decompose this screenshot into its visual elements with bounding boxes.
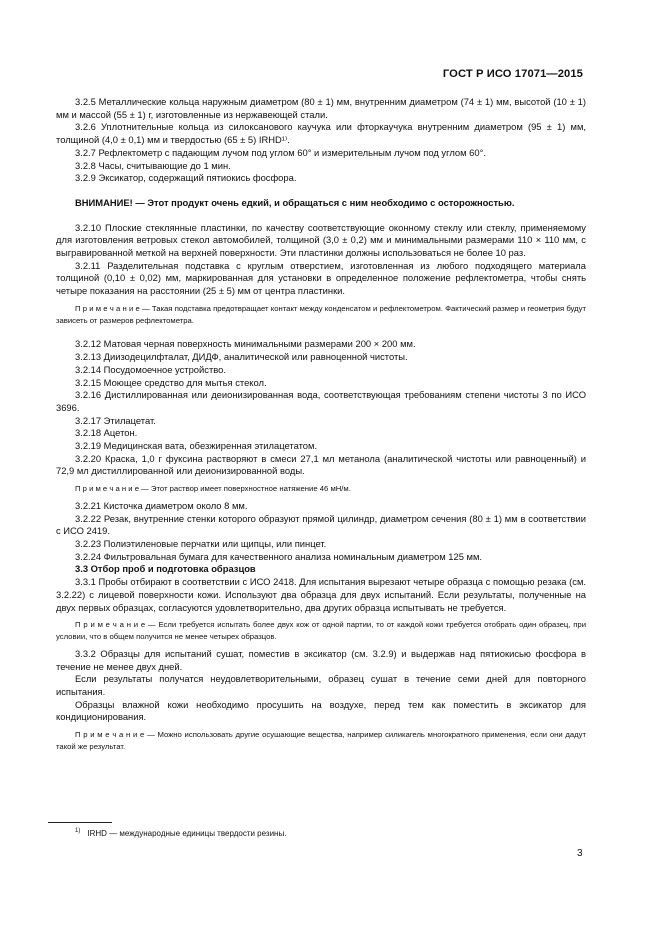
paragraph: 3.2.17 Этилацетат. [75,414,156,426]
paragraph: 3.2.10 Плоские стеклянные пластинки, по качеству соответствующие оконному стеклу или стеклу, применяемому для изготовления ветровых стекол автомобилей, толщиной (3,0 ± 0,2) мм и минимальными размерами 110 × 110 мм, с выгравированной меткой на верхней поверхности. Эти пластинки должны использоваться не более 10 раз. [56,221,586,259]
paragraph: 3.2.6 Уплотнительные кольца из силоксанового каучука или фторкаучука внутренним диаметром (95 ± 1) мм, толщиной (4,0 ± 0,1) мм и твердостью (65 ± 5) IRHD¹⁾. [56,121,586,146]
paragraph: 3.2.15 Моющее средство для мытья стекол. [75,376,267,388]
note-paragraph: П р и м е ч а н и е — Этот раствор имеет поверхностное натяжение 46 мН/м. [75,484,351,494]
paragraph: 3.2.20 Краска, 1,0 г фуксина растворяют в смеси 27,1 мл метанола (аналитической чистоты или равноценный) и 72,9 мл дистиллированной или деионизированной воды. [56,452,586,477]
paragraph: 3.2.14 Посудомоечное устройство. [75,363,226,375]
paragraph: 3.2.23 Полиэтиленовые перчатки или щипцы, или пинцет. [75,538,327,550]
paragraph: 3.2.19 Медицинская вата, обезжиренная этилацетатом. [75,440,318,452]
section-heading: 3.3 Отбор проб и подготовка образцов [75,563,256,575]
document-header: ГОСТ Р ИСО 17071—2015 [442,68,583,80]
footnote-divider [48,822,112,823]
paragraph: 3.2.5 Металлические кольца наружным диаметром (80 ± 1) мм, внутренним диаметром (74 ± 1) мм, высотой (10 ± 1) мм и массой (55 ± 1) г, изготовленные из нержавеющей стали. [56,96,586,120]
paragraph: Образцы влажной кожи необходимо просушить на воздухе, перед тем как поместить в эксикатор для кондиционирования. [56,698,586,723]
paragraph: 3.2.16 Дистиллированная или деионизированная вода, соответствующая требованиям степени чистоты 3 по ИСО 3696. [56,389,586,413]
paragraph: 3.2.9 Эксикатор, содержащий пятиокись фосфора. [75,172,297,184]
paragraph: Если результаты получатся неудовлетворительными, образец сушат в течение семи дней для повторного испытания. [56,673,586,697]
paragraph: 3.2.13 Диизодецилфталат, ДИДФ, аналитической или равноценной чистоты. [75,351,408,363]
paragraph: 3.3.1 Пробы отбирают в соответствии с ИСО 2418. Для испытания вырезают четыре образца с помощью резака (см. 3.2.22) с лицевой поверхности кожи. Используют два образца для двух испытаний. Если результаты, полученные на двух первых образцах, согласуются удовлетворительно, два других образца испытывать не требуется. [56,576,586,613]
note-paragraph: П р и м е ч а н и е — Можно использовать другие осушающие вещества, например силикагель многократного применения, если они дадут такой же результат. [56,730,586,751]
paragraph: 3.2.18 Ацетон. [75,427,138,439]
spacer [56,326,586,338]
document-body [56,96,586,753]
spacer [56,210,586,222]
footnote-marker: 1) [75,828,81,834]
spacer [56,185,586,197]
footnote-text: IRHD — международные единицы твердости резины. [87,829,287,838]
paragraph: 3.2.21 Кисточка диаметром около 8 мм. [75,499,248,511]
paragraph: 3.2.24 Фильтровальная бумага для качественного анализа номинальным диаметром 125 мм. [75,550,483,562]
warning-paragraph: ВНИМАНИЕ! — Этот продукт очень едкий, и обращаться с ним необходимо с осторожностью. [75,196,515,208]
page-number: 3 [577,848,583,859]
paragraph: 3.2.22 Резак, внутренние стенки которого образуют прямой цилиндр, диаметром сечения (80 ± 1) мм в соответствии с ИСО 2419. [56,512,586,537]
paragraph: 3.2.11 Разделительная подставка с круглым отверстием, изготовленная из любого подходящего материала толщиной (0,10 ± 0,02) мм, маркированная для установки в определенное положение рефлектометра, чтобы снять четыре показания на расстоянии (25 ± 5) мм от центра пластинки. [56,259,586,297]
note-paragraph: П р и м е ч а н и е — Такая подставка предотвращает контакт между конденсатом и рефлектометром. Фактический размер и геометрия будут зависеть от размеров рефлектометра. [56,303,586,325]
footnote [75,828,286,838]
paragraph: 3.2.8 Часы, считывающие до 1 мин. [75,159,231,171]
note-paragraph: П р и м е ч а н и е — Если требуется испытать более двух кож от одной партии, то от каждой кожи требуется отобрать один образец, при условии, что в общем получится не менее четырех образцов. [56,620,586,642]
paragraph: 3.3.2 Образцы для испытаний сушат, поместив в эксикатор (см. 3.2.9) и выдержав над пятиокисью фосфора в течение не менее двух дней. [56,647,586,672]
paragraph: 3.2.12 Матовая черная поверхность минимальными размерами 200 × 200 мм. [75,338,416,350]
paragraph: 3.2.7 Рефлектометр с падающим лучом под углом 60° и измерительным лучом под углом 60°. [75,146,486,158]
